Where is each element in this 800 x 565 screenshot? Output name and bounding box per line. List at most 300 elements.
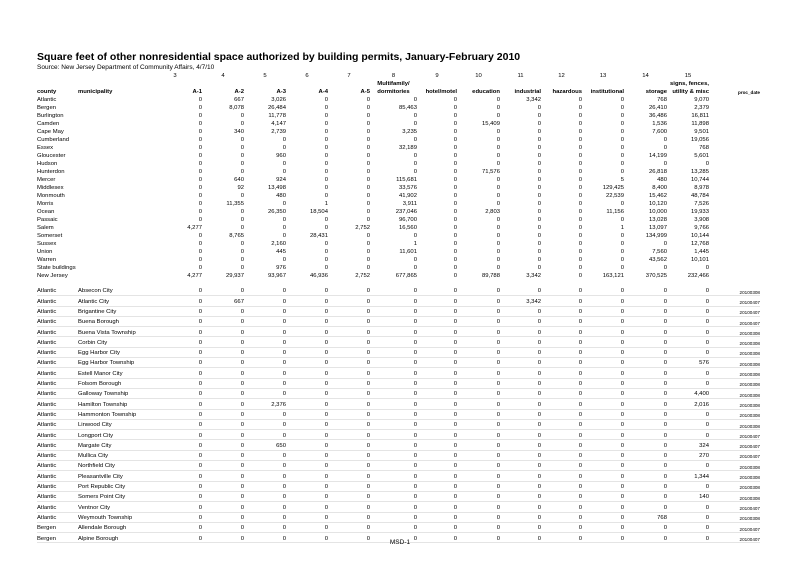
county-name: Ocean [37, 209, 55, 216]
value-cell: 0 [148, 306, 202, 316]
value-cell: 0 [148, 388, 202, 398]
value-cell: 768 [624, 512, 667, 522]
value-cell: 5,601 [694, 153, 709, 160]
value-cell: 3,235 [402, 129, 417, 136]
value-cell: 0 [366, 113, 370, 120]
value-cell: 0 [324, 249, 328, 256]
value-cell: 0 [500, 461, 541, 471]
proc-date: 20100407 [709, 522, 760, 532]
blank-cell [78, 248, 148, 256]
total-cell: 93,967 [267, 273, 286, 280]
value-cell: 324 [667, 440, 709, 450]
municipality-row [37, 337, 760, 347]
value-cell: 0 [198, 169, 202, 176]
value-cell: 0 [328, 450, 370, 460]
value-cell: 0 [417, 430, 457, 440]
total-cell: 3,342 [526, 273, 541, 280]
blank-cell [709, 248, 760, 256]
value-cell: 0 [457, 409, 500, 419]
value-cell: 0 [198, 193, 202, 200]
value-cell: 0 [282, 225, 286, 232]
value-cell: 0 [496, 129, 500, 136]
total-cell: 29,937 [225, 273, 244, 280]
county-row [37, 136, 760, 144]
value-cell: 0 [417, 512, 457, 522]
total-cell: 0 [578, 273, 582, 280]
value-cell: 3,908 [694, 217, 709, 224]
value-cell: 0 [457, 461, 500, 471]
county-name: Atlantic [37, 327, 78, 337]
value-cell: 1,344 [667, 471, 709, 481]
blank-cell [709, 264, 760, 272]
value-cell: 0 [667, 430, 709, 440]
value-cell: 0 [578, 225, 582, 232]
value-cell: 13,498 [267, 185, 286, 192]
column-number: 11 [517, 73, 524, 80]
value-cell: 0 [578, 265, 582, 272]
value-cell: 0 [417, 522, 457, 532]
value-cell: 0 [286, 450, 328, 460]
value-cell: 36,486 [648, 113, 667, 120]
value-cell: 0 [541, 481, 582, 491]
county-name: Atlantic [37, 399, 78, 409]
value-cell: 0 [148, 512, 202, 522]
blank-cell [624, 80, 667, 88]
value-cell: 0 [286, 296, 328, 306]
value-cell: 0 [620, 257, 624, 264]
blank-cell [78, 208, 148, 216]
blank-cell [709, 272, 760, 280]
value-cell: 8,978 [694, 185, 709, 192]
value-cell: 0 [202, 399, 244, 409]
blank-cell [78, 80, 148, 88]
blank-cell [78, 240, 148, 248]
blank-cell [709, 176, 760, 184]
value-cell: 0 [500, 471, 541, 481]
value-cell: 0 [286, 316, 328, 326]
municipality-row [37, 430, 760, 440]
proc-date: 20100407 [709, 440, 760, 450]
value-cell: 0 [453, 201, 457, 208]
value-cell: 0 [148, 481, 202, 491]
value-cell: 11,156 [606, 209, 624, 216]
value-cell: 3,911 [402, 201, 417, 208]
value-cell: 0 [370, 440, 417, 450]
value-cell: 8,078 [229, 105, 244, 112]
value-cell: 0 [366, 129, 370, 136]
value-cell: 0 [417, 296, 457, 306]
value-cell: 2,739 [271, 129, 286, 136]
blank-cell [78, 136, 148, 144]
value-cell: 0 [370, 522, 417, 532]
value-cell: 0 [366, 121, 370, 128]
value-cell: 0 [457, 316, 500, 326]
county-name: Bergen [37, 533, 78, 543]
value-cell: 0 [624, 296, 667, 306]
municipality-name: Hammonton Township [78, 409, 148, 419]
value-cell: 0 [370, 368, 417, 378]
county-name: Atlantic [37, 512, 78, 522]
value-cell: 0 [417, 286, 457, 296]
value-cell: 0 [240, 217, 244, 224]
value-cell: 0 [413, 153, 417, 160]
value-cell: 0 [667, 327, 709, 337]
column-number: 8 [391, 73, 396, 80]
blank-cell [709, 216, 760, 224]
value-cell: 0 [457, 306, 500, 316]
blank-cell [78, 160, 148, 168]
value-cell: 0 [620, 249, 624, 256]
value-cell: 0 [328, 430, 370, 440]
value-cell: 0 [198, 233, 202, 240]
value-cell: 0 [582, 450, 624, 460]
value-cell: 0 [578, 97, 582, 104]
value-cell: 0 [667, 286, 709, 296]
blank-cell [78, 176, 148, 184]
value-cell: 0 [453, 97, 457, 104]
value-cell: 0 [457, 533, 500, 543]
value-cell: 0 [282, 257, 286, 264]
value-cell: 0 [240, 241, 244, 248]
value-cell: 0 [286, 522, 328, 532]
value-cell: 0 [370, 533, 417, 543]
value-cell: 0 [244, 430, 286, 440]
blank-cell [709, 144, 760, 152]
value-cell: 0 [537, 257, 541, 264]
value-cell: 0 [328, 409, 370, 419]
value-cell: 0 [286, 533, 328, 543]
value-cell: 26,484 [267, 105, 286, 112]
value-cell: 0 [417, 533, 457, 543]
value-cell: 0 [240, 225, 244, 232]
value-cell: 0 [286, 440, 328, 450]
value-cell: 0 [453, 249, 457, 256]
county-name: Passaic [37, 217, 58, 224]
value-cell: 0 [496, 193, 500, 200]
value-cell: 0 [578, 249, 582, 256]
value-cell: 0 [417, 347, 457, 357]
value-cell: 0 [282, 145, 286, 152]
value-cell: 0 [324, 97, 328, 104]
value-cell: 48,784 [690, 193, 709, 200]
value-cell: 768 [699, 145, 709, 152]
value-cell: 0 [537, 233, 541, 240]
county-name: Cumberland [37, 137, 70, 144]
blank-cell [709, 104, 760, 112]
value-cell: 0 [496, 249, 500, 256]
blank-cell [78, 152, 148, 160]
value-cell: 0 [148, 378, 202, 388]
value-cell: 11,601 [399, 249, 417, 256]
county-name: Atlantic [37, 409, 78, 419]
value-cell: 0 [240, 161, 244, 168]
proc-date: 20100308 [709, 471, 760, 481]
value-cell: 26,350 [267, 209, 286, 216]
total-cell: 370,525 [645, 273, 667, 280]
value-cell: 0 [202, 430, 244, 440]
value-cell: 0 [370, 430, 417, 440]
value-cell: 0 [541, 306, 582, 316]
value-cell: 0 [244, 419, 286, 429]
value-cell: 0 [457, 450, 500, 460]
value-cell: 0 [537, 105, 541, 112]
value-cell: 0 [663, 161, 667, 168]
value-cell: 0 [417, 450, 457, 460]
county-row [37, 200, 760, 208]
blank-cell [709, 208, 760, 216]
value-cell: 0 [453, 217, 457, 224]
total-cell: 232,466 [687, 273, 709, 280]
value-cell: 0 [202, 491, 244, 501]
blank-cell [78, 264, 148, 272]
value-cell: 0 [582, 481, 624, 491]
municipality-name: Pleasantville City [78, 471, 148, 481]
value-cell: 0 [240, 249, 244, 256]
municipality-row [37, 358, 760, 368]
value-cell: 0 [202, 337, 244, 347]
municipality-row [37, 471, 760, 481]
value-cell: 0 [578, 113, 582, 120]
value-cell: 0 [328, 358, 370, 368]
blank-cell [709, 128, 760, 136]
value-cell: 0 [286, 419, 328, 429]
value-cell: 0 [324, 177, 328, 184]
value-cell: 0 [457, 337, 500, 347]
value-cell: 1,536 [652, 121, 667, 128]
value-cell: 0 [366, 257, 370, 264]
value-cell: 0 [413, 97, 417, 104]
value-cell: 0 [578, 105, 582, 112]
value-cell: 0 [324, 113, 328, 120]
value-cell: 0 [578, 217, 582, 224]
value-cell: 0 [148, 286, 202, 296]
value-cell: 0 [244, 491, 286, 501]
value-cell: 0 [413, 265, 417, 272]
value-cell: 0 [202, 327, 244, 337]
value-cell: 0 [537, 161, 541, 168]
value-cell: 115,681 [396, 177, 417, 184]
value-cell: 0 [541, 327, 582, 337]
value-cell: 0 [244, 347, 286, 357]
value-cell: 0 [537, 177, 541, 184]
municipality-name: Galloway Township [78, 388, 148, 398]
value-cell: 0 [198, 185, 202, 192]
value-cell: 0 [541, 358, 582, 368]
blank-cell [417, 80, 457, 88]
county-name: Atlantic [37, 368, 78, 378]
value-cell: 0 [198, 145, 202, 152]
blank-cell [148, 80, 202, 88]
value-cell: 0 [148, 471, 202, 481]
total-cell: 677,865 [395, 273, 417, 280]
value-cell: 0 [202, 419, 244, 429]
value-cell: 0 [240, 265, 244, 272]
value-cell: 0 [366, 249, 370, 256]
value-cell: 0 [286, 327, 328, 337]
value-cell: 0 [240, 145, 244, 152]
value-cell: 0 [620, 265, 624, 272]
value-cell: 9,501 [694, 129, 709, 136]
value-cell: 0 [624, 358, 667, 368]
proc-date: 20100308 [709, 512, 760, 522]
value-cell: 0 [202, 522, 244, 532]
county-name: Atlantic [37, 347, 78, 357]
municipality-name: Brigantine City [78, 306, 148, 316]
value-cell: 0 [328, 481, 370, 491]
value-cell: 0 [624, 522, 667, 532]
value-cell: 10,744 [690, 177, 709, 184]
value-cell: 237,046 [395, 209, 417, 216]
county-name: Atlantic [37, 419, 78, 429]
county-name: Bergen [37, 522, 78, 532]
municipality-row [37, 306, 760, 316]
value-cell: 0 [328, 502, 370, 512]
value-cell: 0 [202, 481, 244, 491]
value-cell: 0 [457, 430, 500, 440]
county-name: Union [37, 249, 53, 256]
value-cell: 96,700 [398, 217, 417, 224]
value-cell: 0 [582, 461, 624, 471]
municipality-name: Folsom Borough [78, 378, 148, 388]
value-cell: 0 [244, 512, 286, 522]
value-cell: 0 [148, 502, 202, 512]
value-cell: 0 [370, 296, 417, 306]
value-cell: 0 [202, 316, 244, 326]
county-row [37, 192, 760, 200]
county-name: Hudson [37, 161, 58, 168]
blank-cell [709, 232, 760, 240]
value-cell: 0 [324, 153, 328, 160]
proc-date: 20100407 [709, 502, 760, 512]
value-cell: 11,355 [226, 201, 244, 208]
column-header: proc_date [738, 90, 760, 96]
value-cell: 0 [286, 471, 328, 481]
value-cell: 0 [202, 409, 244, 419]
value-cell: 0 [324, 145, 328, 152]
column-header: Multifamily/ [377, 81, 410, 88]
county-name: Salem [37, 225, 54, 232]
county-name: Camden [37, 121, 60, 128]
total-cell: 163,121 [602, 273, 624, 280]
value-cell: 0 [366, 105, 370, 112]
value-cell: 0 [624, 327, 667, 337]
value-cell: 0 [537, 185, 541, 192]
blank-cell [78, 192, 148, 200]
column-header: A-3 [276, 89, 286, 96]
blank-cell [457, 80, 500, 88]
value-cell: 0 [324, 161, 328, 168]
column-number: 12 [558, 73, 565, 80]
blank-cell [78, 144, 148, 152]
value-cell: 0 [328, 286, 370, 296]
value-cell: 0 [500, 440, 541, 450]
proc-date: 20100407 [709, 316, 760, 326]
county-name: Mercer [37, 177, 56, 184]
column-header: institutional [590, 89, 624, 96]
value-cell: 0 [240, 137, 244, 144]
value-cell: 0 [370, 491, 417, 501]
value-cell: 0 [457, 491, 500, 501]
value-cell: 0 [370, 409, 417, 419]
value-cell: 41,902 [398, 193, 417, 200]
value-cell: 0 [286, 337, 328, 347]
value-cell: 0 [413, 121, 417, 128]
value-cell: 0 [453, 257, 457, 264]
value-cell: 0 [582, 378, 624, 388]
value-cell: 0 [500, 419, 541, 429]
value-cell: 0 [148, 296, 202, 306]
blank-cell [328, 80, 370, 88]
county-row [37, 128, 760, 136]
value-cell: 0 [370, 306, 417, 316]
value-cell: 0 [537, 121, 541, 128]
municipality-row [37, 419, 760, 429]
county-name: Atlantic [37, 450, 78, 460]
value-cell: 0 [198, 257, 202, 264]
value-cell: 0 [244, 533, 286, 543]
value-cell: 0 [582, 337, 624, 347]
value-cell: 7,560 [652, 249, 667, 256]
value-cell: 0 [198, 97, 202, 104]
value-cell: 0 [413, 257, 417, 264]
value-cell: 0 [244, 337, 286, 347]
proc-date: 20100308 [709, 358, 760, 368]
value-cell: 0 [667, 533, 709, 543]
value-cell: 0 [453, 185, 457, 192]
value-cell: 10,144 [690, 233, 709, 240]
value-cell: 0 [496, 113, 500, 120]
value-cell: 0 [620, 161, 624, 168]
value-cell: 0 [624, 388, 667, 398]
value-cell: 0 [582, 430, 624, 440]
value-cell: 2,752 [355, 225, 370, 232]
value-cell: 0 [453, 233, 457, 240]
total-cell: 46,936 [309, 273, 328, 280]
column-header: storage [645, 89, 667, 96]
proc-date: 20100308 [709, 409, 760, 419]
value-cell: 0 [496, 105, 500, 112]
value-cell: 0 [148, 409, 202, 419]
value-cell: 0 [457, 440, 500, 450]
value-cell: 9,070 [694, 97, 709, 104]
value-cell: 0 [286, 286, 328, 296]
column-header: dormitories [377, 89, 410, 96]
county-name: Somerset [37, 233, 63, 240]
value-cell: 0 [198, 137, 202, 144]
value-cell: 0 [578, 185, 582, 192]
municipality-row [37, 296, 760, 306]
blank-cell [709, 152, 760, 160]
value-cell: 0 [663, 145, 667, 152]
value-cell: 0 [413, 137, 417, 144]
value-cell: 0 [198, 105, 202, 112]
value-cell: 0 [328, 440, 370, 450]
value-cell: 0 [537, 129, 541, 136]
blank-cell [78, 72, 148, 80]
value-cell: 0 [453, 193, 457, 200]
county-name: Morris [37, 201, 54, 208]
value-cell: 0 [148, 399, 202, 409]
county-name: Atlantic [37, 440, 78, 450]
column-header: hazardous [552, 89, 582, 96]
value-cell: 0 [541, 430, 582, 440]
value-cell: 0 [500, 481, 541, 491]
proc-date: 20100308 [709, 327, 760, 337]
value-cell: 0 [417, 306, 457, 316]
proc-date: 20100308 [709, 461, 760, 471]
header-row-2 [37, 88, 760, 96]
value-cell: 0 [198, 129, 202, 136]
